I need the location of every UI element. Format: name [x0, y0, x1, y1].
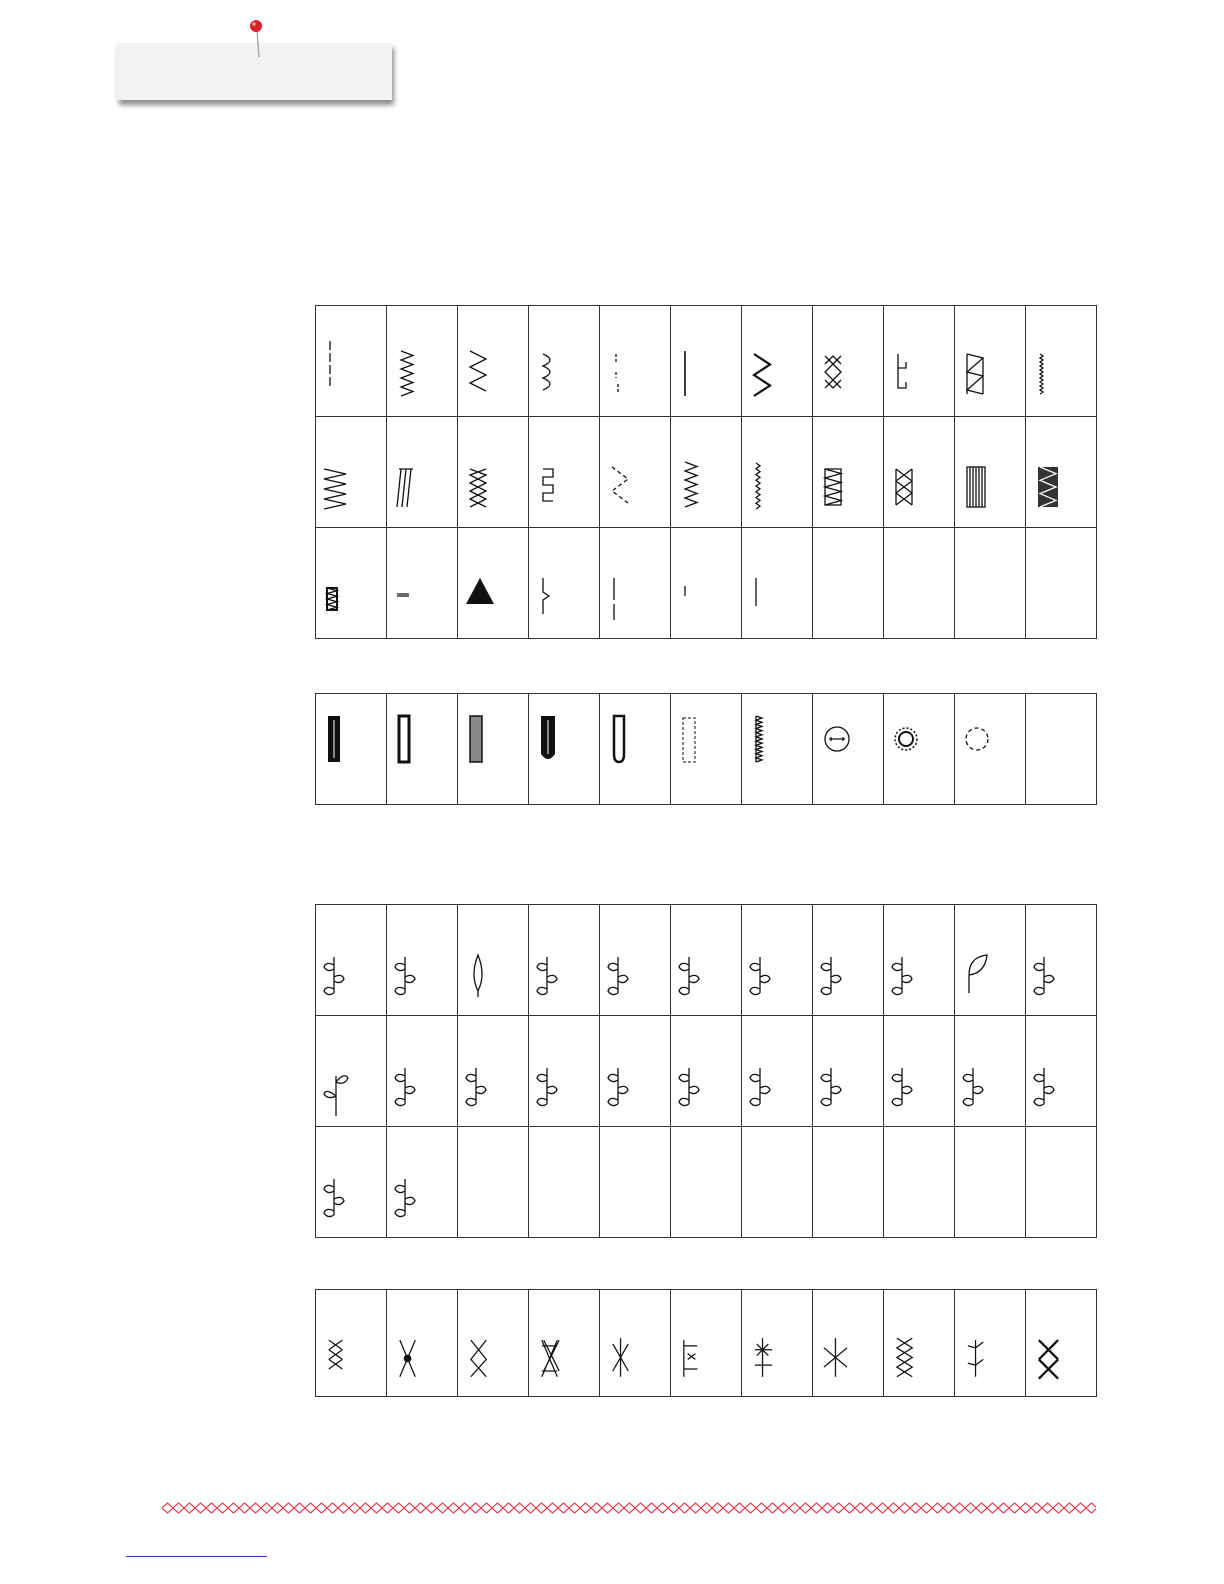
maple-leaf-icon [742, 905, 812, 1015]
stitch-cell[interactable] [600, 694, 671, 805]
stitch-cell[interactable] [600, 905, 671, 1016]
stitch-cell[interactable] [884, 1016, 955, 1127]
stitch-cell[interactable] [742, 417, 813, 528]
scroll-flower-icon [671, 905, 741, 1015]
stitch-cell[interactable] [955, 905, 1026, 1016]
empty-cell [1026, 694, 1097, 805]
stitch-cell[interactable] [529, 306, 600, 417]
stitch-cell[interactable] [600, 528, 671, 639]
leaf-sprig-icon [1026, 905, 1096, 1015]
stitch-cell[interactable] [529, 528, 600, 639]
long-line-icon [742, 528, 812, 638]
grid-row [316, 1016, 1097, 1127]
stitch-cell[interactable] [742, 1290, 813, 1397]
stitch-cell[interactable] [1026, 905, 1097, 1016]
stitch-cell[interactable] [955, 417, 1026, 528]
decorative-stitch-table [315, 904, 1097, 1238]
empty-cell [955, 528, 1026, 639]
grid-row [316, 1290, 1097, 1397]
stitch-cell[interactable] [458, 417, 529, 528]
stitch-cell[interactable] [884, 694, 955, 805]
stitch-cell[interactable] [458, 1016, 529, 1127]
stitch-cell[interactable] [671, 1290, 742, 1397]
empty-cell [813, 528, 884, 639]
leaf-drop-icon [458, 905, 528, 1015]
wave-icon [529, 306, 599, 416]
empty-cell [955, 1127, 1026, 1238]
dashed-zigzag-icon [600, 417, 670, 527]
stitch-cell[interactable] [529, 417, 600, 528]
pushpin-icon [249, 19, 265, 59]
stitch-cell[interactable] [884, 417, 955, 528]
stitch-cell[interactable] [1026, 417, 1097, 528]
stitch-cell[interactable] [671, 1016, 742, 1127]
stitch-cell[interactable] [387, 694, 458, 805]
buttonhole-round-icon [529, 694, 599, 804]
stitch-cell[interactable] [884, 905, 955, 1016]
leaf-outline-icon [955, 905, 1025, 1015]
grid-row [316, 694, 1097, 805]
palm-icon [529, 1016, 599, 1126]
stitch-cell[interactable] [813, 306, 884, 417]
stitch-cell[interactable] [600, 1016, 671, 1127]
stitch-cell[interactable] [671, 417, 742, 528]
stitch-cell[interactable] [529, 694, 600, 805]
box-zigzag-icon [813, 417, 883, 527]
buttonhole-stitch-table [315, 693, 1097, 805]
stitch-cell[interactable] [1026, 306, 1097, 417]
asterisk-icon [813, 1290, 883, 1396]
blind-hem-icon [884, 306, 954, 416]
eyelet-dashed-icon [955, 694, 1025, 804]
stitch-cell[interactable] [742, 1016, 813, 1127]
stitch-cell[interactable] [458, 1290, 529, 1397]
cross-star-icon [600, 1290, 670, 1396]
wavy-line-icon [742, 417, 812, 527]
stitch-cell[interactable] [813, 1290, 884, 1397]
buttonhole-dense-icon [316, 694, 386, 804]
stitch-cell[interactable] [813, 694, 884, 805]
cross-hatch-icon [813, 306, 883, 416]
butterfly-icon [742, 1016, 812, 1126]
buttonhole-narrow-icon [387, 694, 457, 804]
stitch-cell[interactable] [813, 417, 884, 528]
stitch-cell[interactable] [458, 694, 529, 805]
stitch-cell[interactable] [529, 1290, 600, 1397]
flowers-icon [387, 905, 457, 1015]
empty-cell [529, 1127, 600, 1238]
stitch-cell[interactable] [671, 905, 742, 1016]
cross-stitch-table [315, 1289, 1097, 1397]
stitch-cell[interactable] [316, 417, 387, 528]
stitch-cell[interactable] [955, 1290, 1026, 1397]
stitch-cell[interactable] [529, 905, 600, 1016]
cross-simple-icon [458, 1290, 528, 1396]
grid-row [316, 306, 1097, 417]
button-sew-icon [813, 694, 883, 804]
bold-zigzag-icon [742, 306, 812, 416]
square-wave-icon [529, 417, 599, 527]
wide-zigzag-icon [458, 306, 528, 416]
stitch-cell[interactable] [813, 1016, 884, 1127]
stitch-cell[interactable] [671, 694, 742, 805]
stitch-cell[interactable] [316, 905, 387, 1016]
empty-cell [458, 1127, 529, 1238]
empty-cell [742, 1127, 813, 1238]
stitch-cell[interactable] [316, 1290, 387, 1397]
vine-icon [813, 905, 883, 1015]
stitch-cell[interactable] [600, 1290, 671, 1397]
fern-large-icon [316, 1127, 386, 1237]
leaf-veined-icon [955, 1016, 1025, 1126]
empty-cell [1026, 1127, 1097, 1238]
small-zigzag-icon [387, 306, 457, 416]
stitch-cell[interactable] [316, 306, 387, 417]
grid-row [316, 417, 1097, 528]
stitch-cell[interactable] [387, 1016, 458, 1127]
flame-icon [1026, 1016, 1096, 1126]
footer-link-line[interactable] [126, 1556, 267, 1557]
stitch-cell[interactable] [458, 528, 529, 639]
fern-icon [458, 1016, 528, 1126]
tulips-icon [316, 905, 386, 1015]
buttonhole-striped-icon [458, 694, 528, 804]
stitch-cell[interactable] [387, 1290, 458, 1397]
branch-icon [387, 1127, 457, 1237]
buttonhole-comb-icon [742, 694, 812, 804]
stitch-cell[interactable] [884, 306, 955, 417]
cross-side-icon [671, 1290, 741, 1396]
box-bars-icon [1026, 417, 1096, 527]
decorative-border-strip [162, 1500, 1096, 1516]
triple-straight-icon [671, 306, 741, 416]
stitch-cell[interactable] [955, 1016, 1026, 1127]
cross-double-icon [529, 1290, 599, 1396]
stars-branch-icon [387, 1016, 457, 1126]
empty-cell [884, 1127, 955, 1238]
empty-cell [600, 1127, 671, 1238]
stitch-cell[interactable] [742, 905, 813, 1016]
stitch-cell[interactable] [884, 1290, 955, 1397]
eyelet-star-icon [884, 694, 954, 804]
dark-leaf-icon [600, 1016, 670, 1126]
diamond-chain-icon [458, 417, 528, 527]
quad-flower-icon [884, 1016, 954, 1126]
grid-row [316, 905, 1097, 1016]
stitch-cell[interactable] [742, 528, 813, 639]
stitch-cell[interactable] [813, 905, 884, 1016]
fan-icon [813, 1016, 883, 1126]
stitch-cell[interactable] [387, 528, 458, 639]
stitch-cell[interactable] [387, 905, 458, 1016]
small-zigzag-icon [671, 417, 741, 527]
cross-dot-icon [387, 1290, 457, 1396]
stitch-cell[interactable] [1026, 1290, 1097, 1397]
short-line-icon [387, 528, 457, 638]
stitch-cell[interactable] [387, 306, 458, 417]
stitch-cell[interactable] [458, 905, 529, 1016]
grid-row [316, 528, 1097, 639]
stitch-cell[interactable] [671, 528, 742, 639]
stitch-cell[interactable] [955, 306, 1026, 417]
stitch-cell[interactable] [600, 417, 671, 528]
grid-row [316, 1127, 1097, 1238]
stitch-cell[interactable] [742, 694, 813, 805]
cross-bold-icon [1026, 1290, 1096, 1396]
tiny-line-icon [671, 528, 741, 638]
stitch-cell[interactable] [1026, 1016, 1097, 1127]
box-cross-icon [884, 417, 954, 527]
arrow-branch-icon [955, 1290, 1025, 1396]
flower-petal-icon [600, 905, 670, 1015]
stitch-cell[interactable] [387, 417, 458, 528]
stitch-cell[interactable] [316, 1127, 387, 1238]
slant-icon [387, 417, 457, 527]
stitch-cell[interactable] [458, 306, 529, 417]
sprout-icon [316, 1016, 386, 1126]
bartack-icon [316, 528, 386, 638]
empty-cell [813, 1127, 884, 1238]
chain-loop-icon [884, 1290, 954, 1396]
vertical-bars-icon [955, 417, 1025, 527]
stitch-cell[interactable] [529, 1016, 600, 1127]
stitch-cell[interactable] [600, 306, 671, 417]
cross-bar-icon [742, 1290, 812, 1396]
stitch-cell[interactable] [316, 694, 387, 805]
bracket-icon [529, 528, 599, 638]
empty-cell [1026, 528, 1097, 639]
empty-cell [671, 1127, 742, 1238]
lotus-icon [529, 905, 599, 1015]
triangle-overlock-icon [955, 306, 1025, 416]
filled-triangle-icon [458, 528, 528, 638]
feather-icon [671, 1016, 741, 1126]
cross-triple-icon [316, 1290, 386, 1396]
dense-line-icon [1026, 306, 1096, 416]
stitch-cell[interactable] [742, 306, 813, 417]
stitch-cell[interactable] [316, 1016, 387, 1127]
stitch-cell[interactable] [316, 528, 387, 639]
stitch-cell[interactable] [671, 306, 742, 417]
stitch-cell[interactable] [955, 694, 1026, 805]
gap-line-icon [600, 528, 670, 638]
fern-curve-icon [884, 905, 954, 1015]
tri-zigzag-icon [316, 417, 386, 527]
straight-icon [316, 306, 386, 416]
empty-cell [884, 528, 955, 639]
buttonhole-keyhole-icon [600, 694, 670, 804]
lock-stitch-icon [600, 306, 670, 416]
buttonhole-dashed-icon [671, 694, 741, 804]
utility-stitch-table [315, 305, 1097, 639]
stitch-cell[interactable] [387, 1127, 458, 1238]
